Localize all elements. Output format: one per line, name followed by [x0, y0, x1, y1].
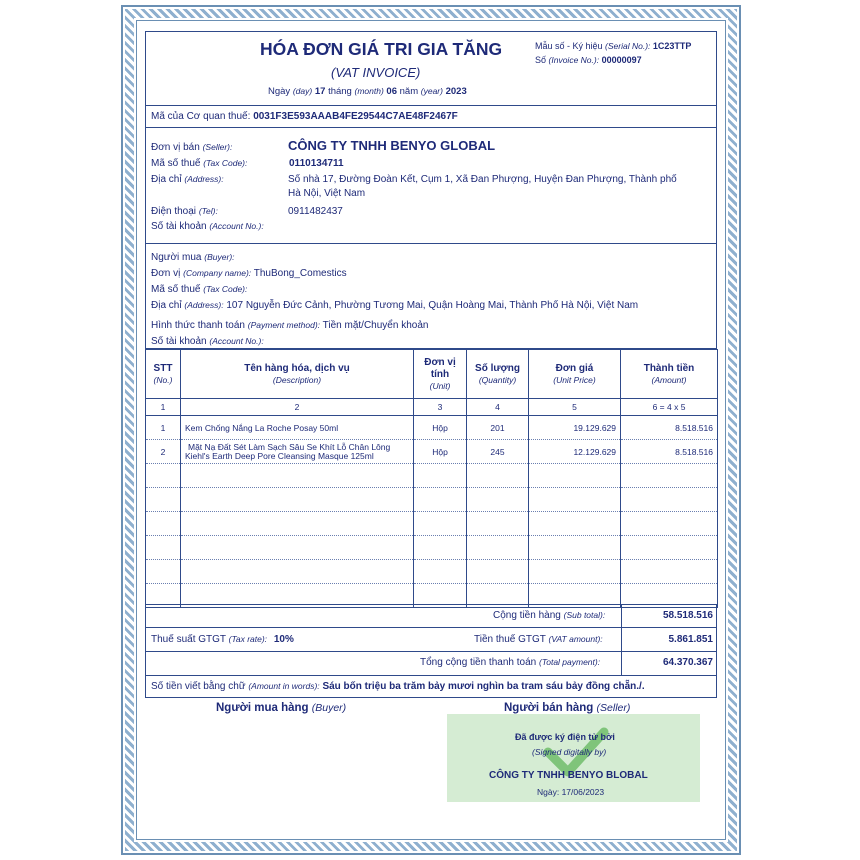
col-number: 4 [467, 399, 529, 416]
serial-number: Mẫu số - Ký hiệu (Serial No.): 1C23TTP [535, 41, 692, 51]
seller-phone-label: Điện thoại (Tel): [151, 206, 218, 217]
items-table [145, 349, 718, 608]
row-unit: Hộp [414, 440, 467, 464]
col-header-description: Tên hàng hóa, dịch vụ (Description) [181, 350, 414, 399]
seller-address-line1: Số nhà 17, Đường Đoàn Kết, Cụm 1, Xã Đan Phượng, Huyện Đan Phượng, Thành phố [288, 174, 677, 185]
subtotal-label: Cộng tiền hàng (Sub total): [493, 610, 606, 621]
row-description: Mặt Nạ Đất Sét Làm Sạch Sâu Se Khít Lỗ Chân Lông Kiehl's Earth Deep Pore Cleansing Masque 125ml [181, 440, 414, 464]
col-header-unit: Đơn vị tính (Unit) [414, 350, 467, 399]
col-header-amount: Thành tiền (Amount) [621, 350, 718, 399]
row-stt: 1 [146, 416, 181, 440]
subtotal-value: 58.518.516 [662, 610, 713, 621]
invoice-number: Số (Invoice No.): 00000097 [535, 55, 642, 65]
seller-name: CÔNG TY TNHH BENYO GLOBAL [288, 138, 496, 153]
vat-amount-label: Tiền thuế GTGT (VAT amount): [474, 634, 603, 645]
seller-address-line2: Hà Nội, Việt Nam [288, 188, 366, 199]
amount-in-words: Số tiền viết bằng chữ (Amount in words): Sáu bốn triệu ba trăm bảy mươi nghìn ba tram sáu bảy đồng chẵn./. [151, 681, 645, 692]
row-quantity: 245 [467, 440, 529, 464]
items-table-header [146, 350, 718, 399]
empty-row [146, 464, 718, 488]
row-quantity: 201 [467, 416, 529, 440]
seller-name-label: Đơn vị bán (Seller): [151, 142, 233, 153]
seller-tax-label: Mã số thuế (Tax Code): [151, 158, 248, 169]
subtotal-row [145, 604, 717, 628]
buyer-tax-label: Mã số thuế (Tax Code): [151, 284, 248, 295]
buyer-company: Đơn vị (Company name): ThuBong_Comestics [151, 268, 347, 279]
tax-authority-code: Mã của Cơ quan thuế: 0031F3E593AAAB4FE29544C7AE48F2467F [151, 111, 458, 122]
column-number-row [146, 399, 718, 416]
signed-by: CÔNG TY TNHH BENYO BLOBAL [489, 770, 648, 781]
buyer-signature-label: Người mua hàng (Buyer) [216, 702, 347, 714]
col-number: 6 = 4 x 5 [621, 399, 718, 416]
seller-address-label: Địa chỉ (Address): [151, 174, 224, 185]
row-unit-price: 12.129.629 [529, 440, 621, 464]
invoice-date: Ngày (day) 17 tháng (month) 06 năm (year) 2023 [268, 86, 467, 97]
total-value: 64.370.367 [662, 657, 713, 668]
signed-text-en: (Signed digitally by) [532, 747, 607, 757]
empty-row [146, 536, 718, 560]
row-unit-price: 19.129.629 [529, 416, 621, 440]
col-number: 1 [146, 399, 181, 416]
row-description: Kem Chống Nắng La Roche Posay 50ml [181, 416, 414, 440]
empty-row [146, 560, 718, 584]
col-header-stt: STT (No.) [146, 350, 181, 399]
empty-row [146, 512, 718, 536]
signed-date: Ngày: 17/06/2023 [537, 787, 605, 797]
invoice-subtitle: (VAT INVOICE) [331, 65, 421, 80]
vat-amount-value: 5.861.851 [668, 634, 713, 645]
empty-row [146, 488, 718, 512]
col-header-quantity: Số lượng (Quantity) [467, 350, 529, 399]
col-number: 5 [529, 399, 621, 416]
buyer-account-label: Số tài khoản (Account No.): [151, 336, 264, 347]
seller-tax-code: 0110134711 [289, 158, 344, 169]
seller-account-label: Số tài khoản (Account No.): [151, 221, 264, 232]
row-amount: 8.518.516 [621, 440, 718, 464]
buyer-payment-method: Hình thức thanh toán (Payment method): Tiền mặt/Chuyển khoản [151, 320, 429, 331]
col-number: 3 [414, 399, 467, 416]
table-row [146, 416, 718, 440]
vat-rate: Thuế suất GTGT (Tax rate): 10% [151, 634, 294, 645]
seller-signature-label: Người bán hàng (Seller) [504, 702, 631, 714]
col-header-unit-price: Đơn giá (Unit Price) [529, 350, 621, 399]
buyer-address: Địa chỉ (Address): 107 Nguyễn Đức Cảnh, Phường Tương Mai, Quận Hoàng Mai, Thành Phố Hà Nội, Việt Nam [151, 300, 639, 311]
row-stt: 2 [146, 440, 181, 464]
row-unit: Hộp [414, 416, 467, 440]
seller-phone: 0911482437 [288, 206, 343, 217]
table-row [146, 440, 718, 464]
total-label: Tổng cộng tiền thanh toán (Total payment): [420, 657, 601, 668]
invoice-title: HÓA ĐƠN GIÁ TRI GIA TĂNG [260, 39, 503, 59]
row-amount: 8.518.516 [621, 416, 718, 440]
signed-text: Đã được ký điện tử bởi [515, 732, 615, 742]
col-number: 2 [181, 399, 414, 416]
buyer-label: Người mua (Buyer): [151, 252, 235, 263]
